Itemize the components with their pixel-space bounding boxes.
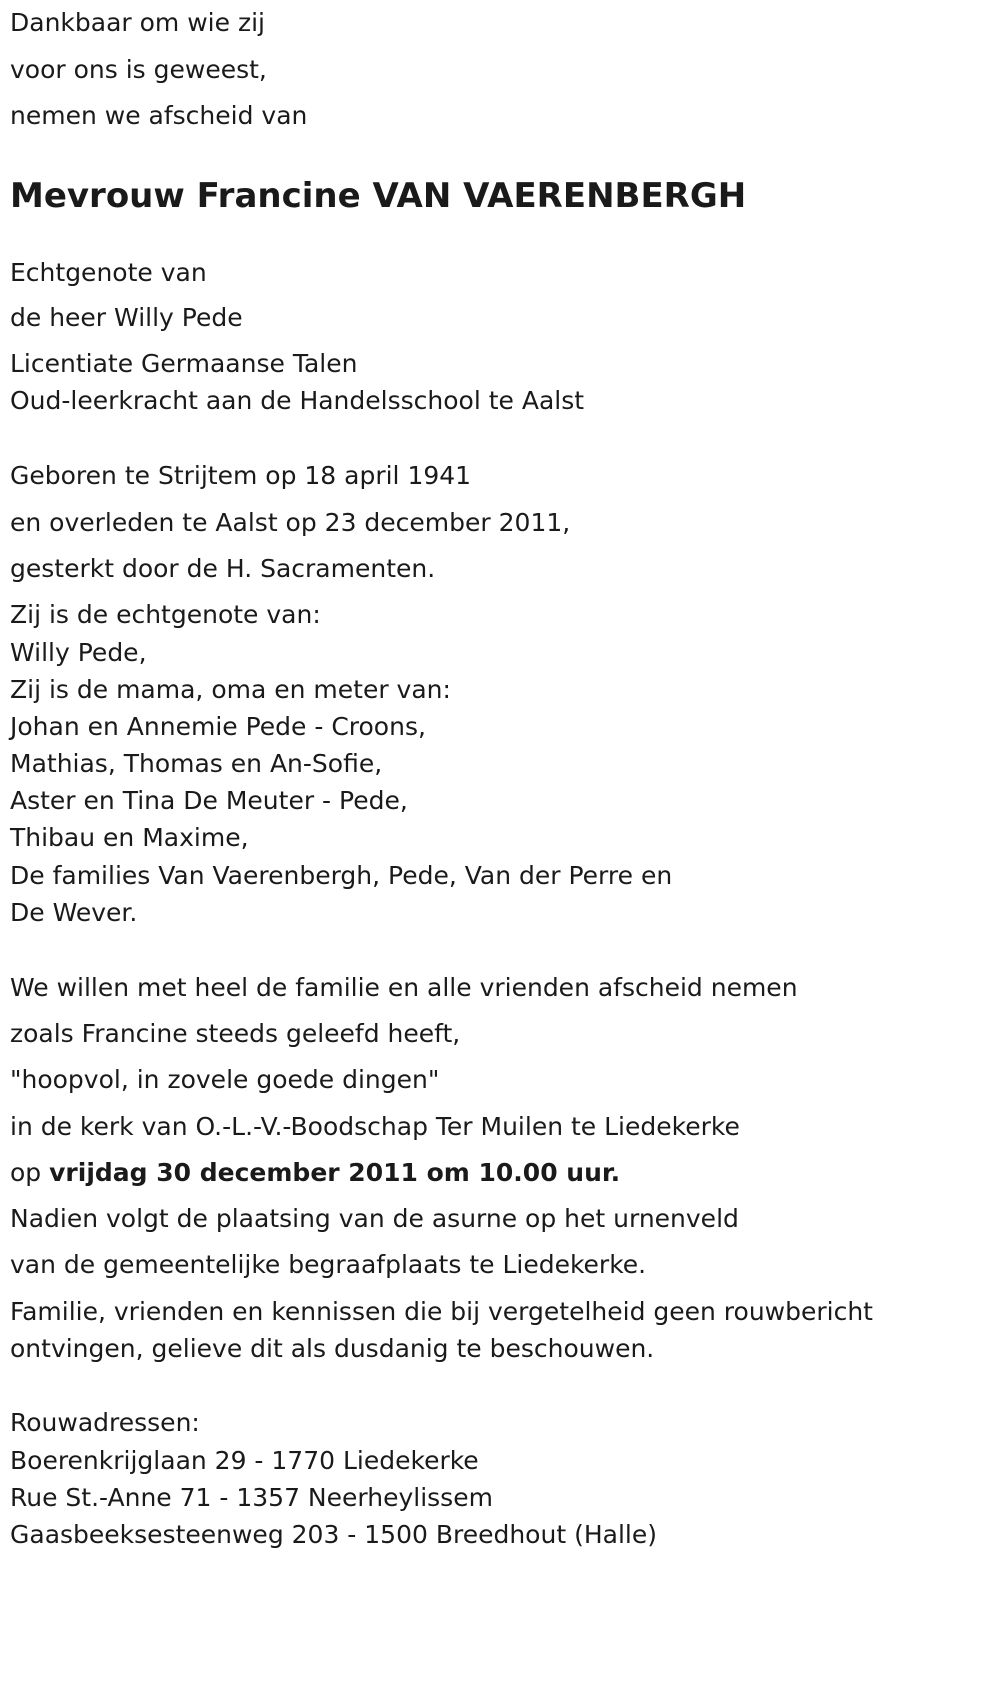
- family-line: Zij is de mama, oma en meter van:: [10, 675, 451, 704]
- intro-line: voor ons is geweest,: [10, 55, 267, 84]
- ceremony-date: vrijdag 30 december 2011 om 10.00 uur.: [49, 1158, 621, 1187]
- family-line: Aster en Tina De Meuter - Pede,: [10, 786, 408, 815]
- date-prefix: op: [10, 1158, 50, 1187]
- family-line: Thibau en Maxime,: [10, 823, 249, 852]
- ceremony-line: zoals Francine steeds geleefd heeft,: [10, 1019, 461, 1048]
- burial-line: Nadien volgt de plaatsing van de asurne op het urnenveld: [10, 1204, 739, 1233]
- ceremony-line: We willen met heel de familie en alle vrienden afscheid nemen: [10, 973, 798, 1002]
- address-line: Gaasbeeksesteenweg 203 - 1500 Breedhout (Halle): [10, 1520, 657, 1549]
- family-line: De Wever.: [10, 898, 138, 927]
- deceased-name: Mevrouw Francine VAN VAERENBERGH: [10, 176, 747, 216]
- profession-line: Oud-leerkracht aan de Handelsschool te Aalst: [10, 386, 585, 415]
- family-line: Zij is de echtgenote van:: [10, 600, 321, 629]
- life-line: en overleden te Aalst op 23 december 2011,: [10, 508, 571, 537]
- address-line: Rue St.-Anne 71 - 1357 Neerheylissem: [10, 1483, 493, 1512]
- family-line: Mathias, Thomas en An-Sofie,: [10, 749, 383, 778]
- notice-line: Familie, vrienden en kennissen die bij vergetelheid geen rouwbericht: [10, 1297, 873, 1326]
- intro-line: nemen we afscheid van: [10, 101, 308, 130]
- life-line: Geboren te Strijtem op 18 april 1941: [10, 461, 472, 490]
- ceremony-line: in de kerk van O.-L.-V.-Boodschap Ter Muilen te Liedekerke: [10, 1112, 740, 1141]
- profession-line: Licentiate Germaanse Talen: [10, 349, 358, 378]
- ceremony-line: "hoopvol, in zovele goede dingen": [10, 1065, 440, 1094]
- notice-line: ontvingen, gelieve dit als dusdanig te beschouwen.: [10, 1334, 655, 1363]
- intro-line: Dankbaar om wie zij: [10, 8, 265, 37]
- life-line: gesterkt door de H. Sacramenten.: [10, 554, 436, 583]
- address-line: Boerenkrijglaan 29 - 1770 Liedekerke: [10, 1446, 479, 1475]
- spouse-line: Echtgenote van: [10, 258, 207, 287]
- addresses-label: Rouwadressen:: [10, 1408, 200, 1437]
- burial-line: van de gemeentelijke begraafplaats te Liedekerke.: [10, 1250, 647, 1279]
- spouse-line: de heer Willy Pede: [10, 303, 243, 332]
- ceremony-date-line: [10, 1158, 620, 1188]
- family-line: De families Van Vaerenbergh, Pede, Van der Perre en: [10, 861, 673, 890]
- family-line: Johan en Annemie Pede - Croons,: [10, 712, 426, 741]
- family-line: Willy Pede,: [10, 638, 147, 667]
